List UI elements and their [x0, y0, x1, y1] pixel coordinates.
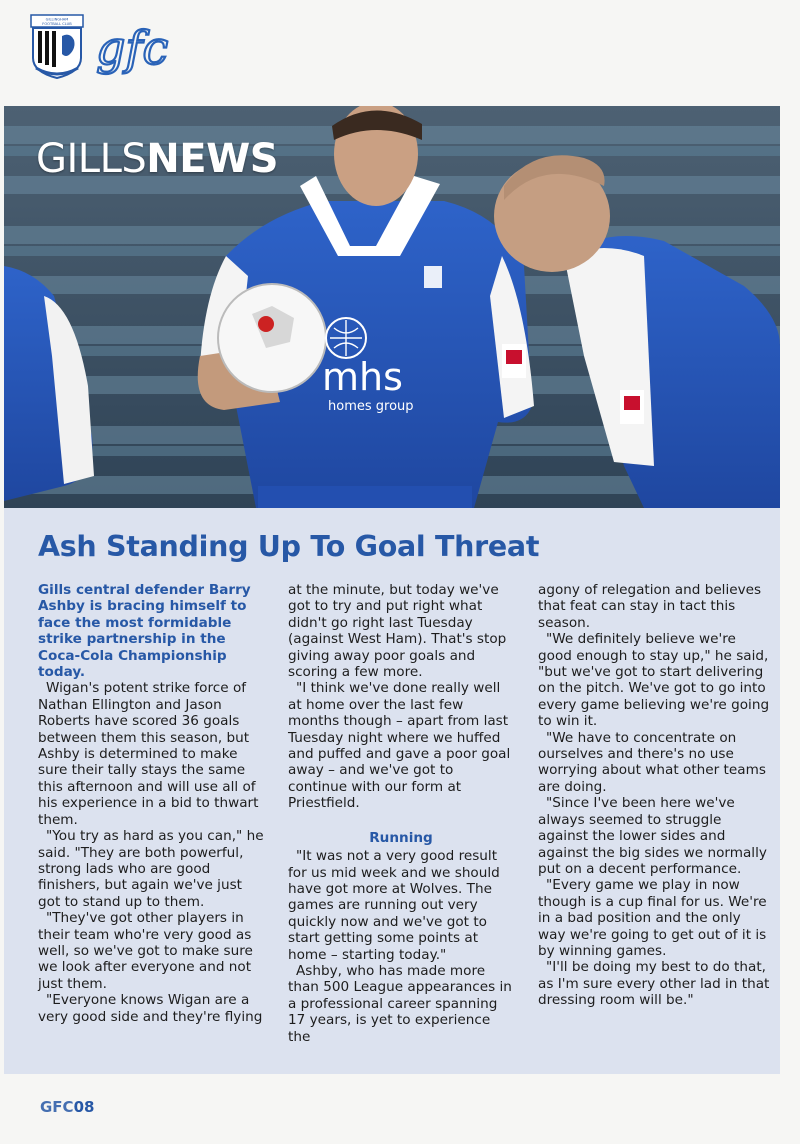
- club-crest-logo: [30, 14, 84, 80]
- article-paragraph: "Since I've been here we've always seemed to struggle against the lower sides and against the big sides we normally put on a decent performance.: [538, 795, 767, 877]
- page-number: 08: [73, 1098, 95, 1116]
- article-paragraph: "Every game we play in now though is a cup final for us. We're in a bad position and the only way we're going to get out of it is by winning games.: [538, 877, 767, 959]
- sponsor-subtitle: homes group: [328, 399, 414, 414]
- article-paragraph: "It was not a very good result for us mid week and we should have got more at Wolves. The games are running out very quickly now and we've got to start getting some points at home – starting today.": [288, 848, 500, 963]
- page-footer: [40, 1098, 94, 1116]
- article-paragraph: agony of relegation and believes that feat can stay in tact this season.: [538, 582, 762, 631]
- section-title-bold: NEWS: [146, 136, 278, 182]
- section-title: [36, 136, 278, 182]
- article-column-2: [288, 582, 514, 1045]
- article-paragraph: Wigan's potent strike force of Nathan Ellington and Jason Roberts have scored 36 goals between them this season, but Ashby is determined to make sure their tally stays the same this afternoon and will use all of his experience in a bid to thwart them.: [38, 680, 259, 828]
- article-paragraph: at the minute, but today we've got to try and put right what didn't go right last Tuesday (against West Ham). That's stop giving away poor goals and scoring a few more.: [288, 582, 507, 681]
- crest-text-line2: FOOTBALL CLUB: [42, 22, 72, 26]
- footer-prefix: GFC: [40, 1098, 74, 1116]
- article-paragraph: "You try as hard as you can," he said. "They are both powerful, strong lads who are good finishers, but again we've just got to stand up to them.: [38, 828, 264, 910]
- crest-text-line1: GILLINGHAM: [45, 17, 69, 22]
- article-subheading: Running: [369, 829, 433, 846]
- article-paragraph: "Everyone knows Wigan are a very good side and they're flying: [38, 992, 263, 1025]
- article-intro: Gills central defender Barry Ashby is bracing himself to face the most formidable strike partnership in the Coca-Cola Championship today.: [38, 582, 251, 681]
- article-column-1: [38, 582, 268, 1025]
- article-paragraph: "I'll be doing my best to do that, as I'm sure every other lad in that dressing room will be.": [538, 959, 770, 1009]
- article-paragraph: Ashby, who has made more than 500 League appearances in a professional career spanning 17 years, is yet to experience the: [288, 962, 512, 1045]
- article-paragraph: "We have to concentrate on ourselves and there's no use worrying about what other teams are doing.: [538, 729, 766, 795]
- article-paragraph: "They've got other players in their team who're very good as well, so we've got to make sure we look after everyone and not just them.: [38, 910, 253, 992]
- gfc-script-logo: [92, 20, 196, 80]
- section-title-light: GILLS: [36, 136, 147, 182]
- sponsor-name: mhs: [322, 355, 403, 399]
- article-paragraph: "I think we've done really well at home over the last few months though – apart from last Tuesday night where we huffed and puffed and gave a poor goal away – and we've got to continue with our form at Priestfield.: [288, 680, 511, 812]
- article-headline: Ash Standing Up To Goal Threat: [38, 530, 540, 563]
- article-column-3: [538, 582, 770, 1009]
- gfc-logo-text: gfc: [96, 21, 169, 75]
- article-paragraph: "We definitely believe we're good enough to stay up," he said, "but we've got to start delivering on the pitch. We've got to go into every game believing we're going to win it.: [538, 631, 770, 730]
